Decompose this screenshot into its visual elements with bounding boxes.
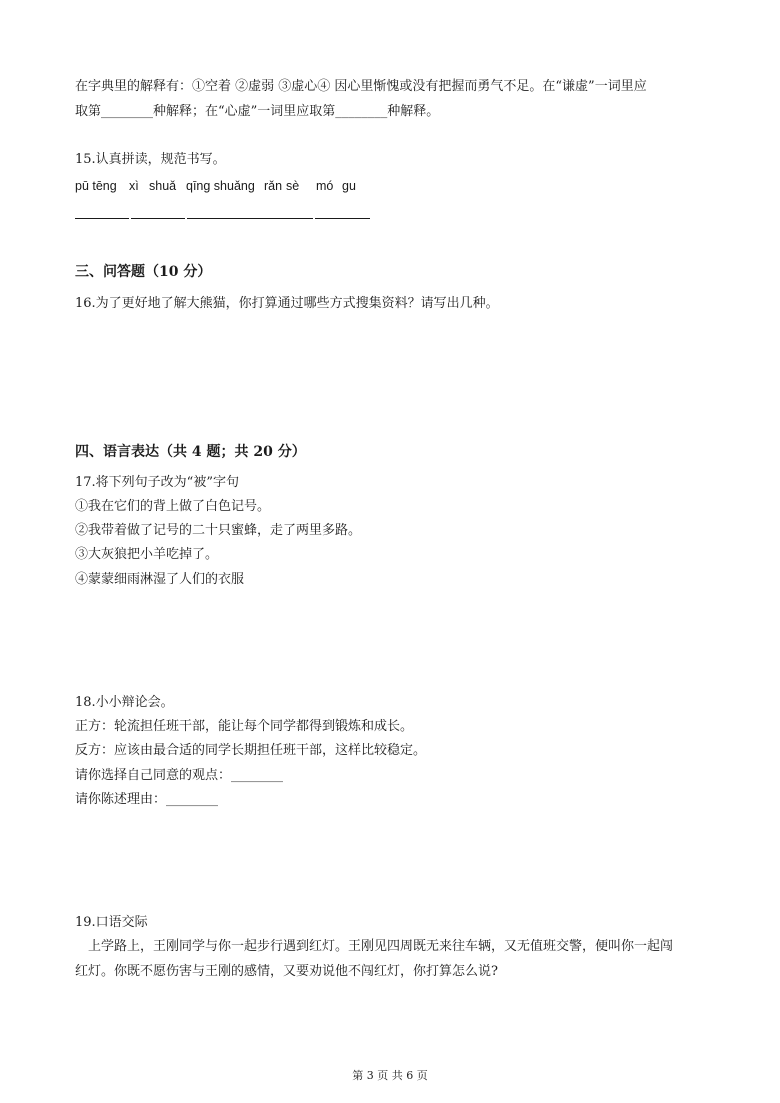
- q15-pinyin-8: gu: [342, 179, 356, 193]
- q15-pinyin-3: shuǎ: [149, 179, 177, 193]
- q18-title: 18.小小辩论会。: [75, 695, 174, 710]
- q14-text-line2: 取第________种解释；在“心虚”一词里应取第________种解释。: [75, 104, 440, 119]
- section3-heading: 三、问答题（10 分）: [75, 264, 212, 280]
- q19-title: 19.口语交际: [75, 915, 148, 930]
- q15-pinyin-4: qīng shuǎng: [186, 179, 255, 193]
- q15-answer-blank-1[interactable]: [75, 218, 129, 219]
- q15-answer-blank-4[interactable]: [258, 218, 313, 219]
- q18-reason-prompt: 请你陈述理由：________: [75, 792, 219, 807]
- q15-answer-blank-2[interactable]: [131, 218, 185, 219]
- q15-pinyin-2: xì: [129, 179, 139, 193]
- q19-text-line1: 上学路上，王刚同学与你一起步行遇到红灯。王刚见四周既无来往车辆，又无值班交警，便叫你一起闯: [88, 939, 674, 954]
- q18-pro: 正方：轮流担任班干部，能让每个同学都得到锻炼和成长。: [75, 719, 414, 734]
- section4-heading: 四、语言表达（共 4 题；共 20 分）: [75, 444, 306, 460]
- q18-con: 反方：应该由最合适的同学长期担任班干部，这样比较稳定。: [75, 743, 427, 758]
- q15-title: 15.认真拼读，规范书写。: [75, 152, 226, 167]
- q15-answer-blank-5[interactable]: [315, 218, 370, 219]
- page-footer: 第 3 页 共 6 页: [352, 1069, 428, 1082]
- q14-text-line1: 在字典里的解释有：①空着 ②虚弱 ③虚心④ 因心里惭愧或没有把握而勇气不足。在“谦虚”一词里应: [75, 79, 647, 94]
- q17-item-4: ④蒙蒙细雨淋湿了人们的衣服: [75, 572, 245, 587]
- q15-pinyin-7: mó: [316, 179, 334, 193]
- q16-text: 16.为了更好地了解大熊猫，你打算通过哪些方式搜集资料？请写出几种。: [75, 296, 499, 311]
- q15-pinyin-5: rǎn: [264, 179, 283, 193]
- q15-pinyin-6: sè: [286, 179, 300, 193]
- q17-item-2: ②我带着做了记号的二十只蜜蜂，走了两里多路。: [75, 523, 362, 538]
- q19-text-line2: 红灯。你既不愿伤害与王刚的感情，又要劝说他不闯红灯，你打算怎么说?: [75, 964, 498, 979]
- q18-choose-prompt: 请你选择自己同意的观点：________: [75, 768, 284, 783]
- q17-item-3: ③大灰狼把小羊吃掉了。: [75, 547, 219, 562]
- q15-pinyin-1: pū tēng: [75, 179, 117, 193]
- q17-item-1: ①我在它们的背上做了白色记号。: [75, 499, 271, 514]
- q17-title: 17.将下列句子改为“被”字句: [75, 475, 239, 490]
